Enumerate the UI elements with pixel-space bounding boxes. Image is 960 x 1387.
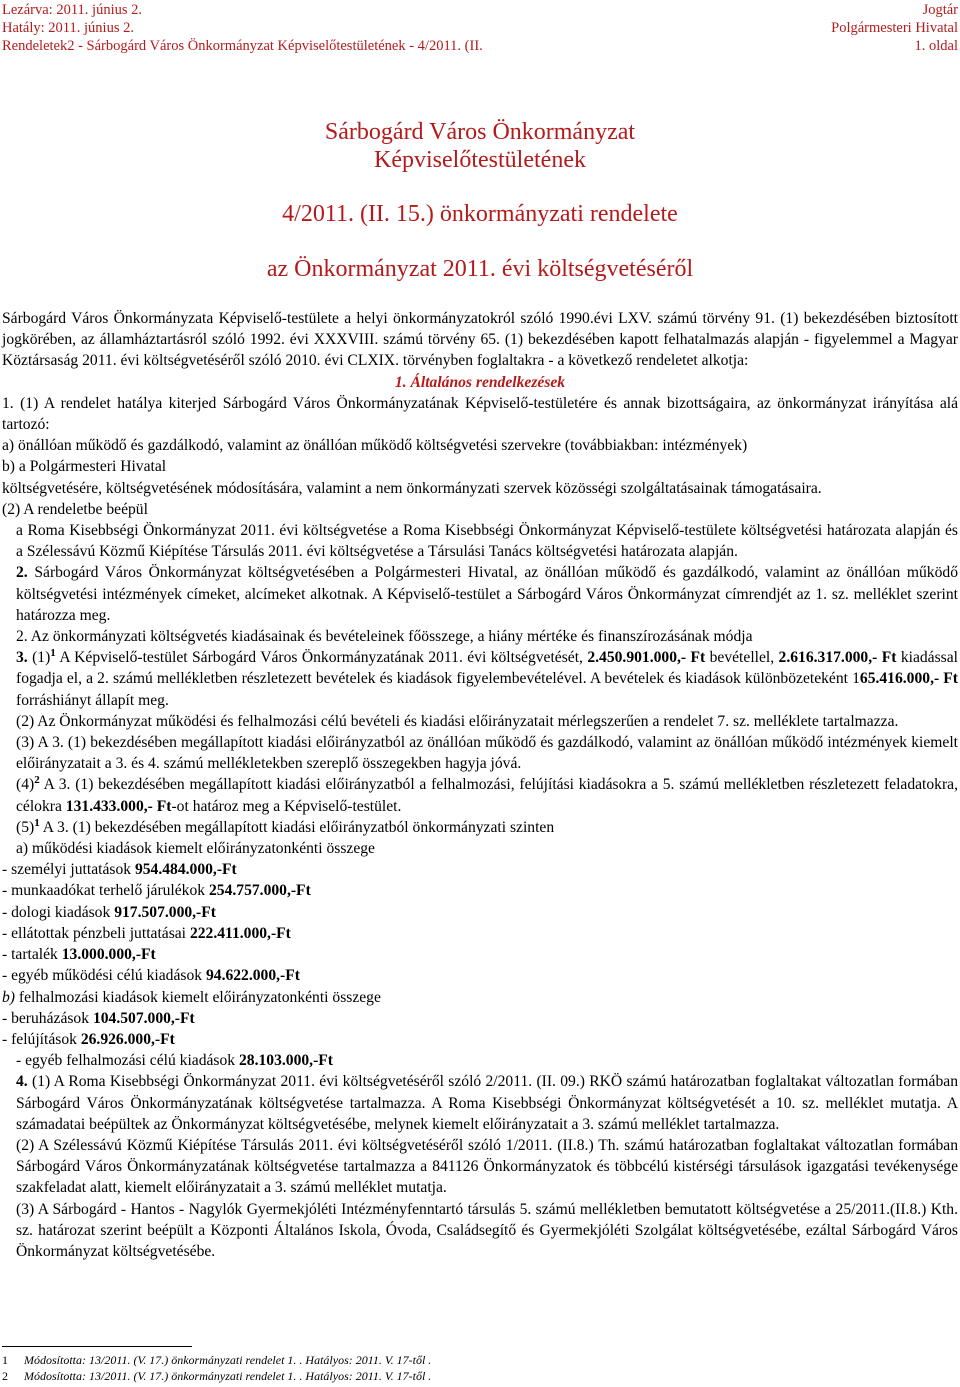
footnote-number: 1	[2, 1353, 8, 1367]
list-item-label: - egyéb működési célú kiadások	[2, 967, 203, 985]
section-3-number: 3.	[16, 649, 28, 667]
footnote-divider	[2, 1346, 192, 1347]
operating-expenses-heading: a) működési kiadások kiemelt előirányzatonkénti összege	[16, 840, 375, 858]
list-item	[2, 1029, 958, 1050]
list-item-value: 104.507.000,-Ft	[92, 1009, 195, 1027]
footnote	[2, 1368, 902, 1384]
preamble: Sárbogárd Város Önkormányzata Képviselő-testülete a helyi önkormányzatokról szóló 1990.évi LXV. számú törvény 91. (1) bekezdésében biztosított jogkörében, az államháztartásról szóló 1992. évi XXXVIII. számú törvény 65. (1) bekezdésében kapott felhatalmazás alapján - figyelemmel a Magyar Köztársaság 2011. évi költségvetéséről szóló 2010. évi CLXIX. törvényben foglaltakra - a következő rendeletet alkotja:	[2, 310, 958, 370]
list-item-label: - tartalék	[2, 946, 58, 964]
list-item-value: 94.622.000,-Ft	[205, 967, 300, 985]
list-item-value: 28.103.000,-Ft	[239, 1052, 333, 1070]
footnote-ref-2: 2	[34, 774, 40, 787]
section-2-para-1: 2. Sárbogárd Város Önkormányzat költségvetésében a Polgármesteri Hivatal, az önállóan működő és gazdálkodó, valamint az önállóan működő költségvetési intézmények címeket, alcímeket alkotnak. A Képviselő-testület a Sárbogárd Város Önkormányzat címrendjét az 1. sz. melléklet szerint határozza meg.	[16, 564, 958, 624]
section-3-para-2: (2) Az Önkormányzat működési és felhalmozási célú bevételi és kiadási előirányzatait mérlegszerűen a rendelet 7. sz. melléklete tartalmazza.	[16, 712, 899, 730]
title-line-3: 4/2011. (II. 15.) önkormányzati rendelete	[282, 201, 678, 227]
list-item	[2, 965, 958, 986]
list-item-label: - személyi juttatások	[2, 861, 132, 879]
section-1-para-2: költségvetésére, költségvetésének módosítására, valamint a nem önkormányzati szervek közösségi szolgáltatásainak támogatásaira.	[2, 479, 822, 497]
footnote-ref-1: 1	[50, 647, 56, 660]
page-header	[0, 0, 960, 56]
section-4-para-3: (3) A Sárbogárd - Hantos - Nagylók Gyermekjóléti Intézményfenntartó társulás 5. számú mellékletben bemutatott költségvetése a 25/2011.(II.8.) Kth. sz. határozat szerint beépült a Központi Általános Iskola, Óvoda, Családsegítő és Gyermekjóléti Szolgálat költségvetésébe, ezáltal Sárbogárd Város Önkormányzat költségvetésébe.	[16, 1200, 958, 1260]
section-3-para-5: $(5)^1$ A 3. (1) bekezdésében megállapított kiadási előirányzatból önkormányzati szinten	[16, 816, 555, 836]
list-item	[2, 880, 958, 901]
header-page-number: 1. oldal	[914, 38, 958, 54]
list-item-value: 26.926.000,-Ft	[80, 1030, 175, 1048]
header-closed-date: Lezárva: 2011. június 2.	[2, 2, 142, 18]
footnotes	[2, 1352, 902, 1384]
footnote-ref-3: 1	[34, 816, 40, 829]
footnote-text: Módosította: 13/2011. (V. 17.) önkormányzati rendelet 1. . Hatályos: 2011. V. 17-től .	[24, 1369, 432, 1383]
list-item	[2, 859, 958, 880]
list-item-value: 222.411.000,-Ft	[189, 924, 291, 942]
section-1-para-4: a Roma Kisebbségi Önkormányzat 2011. évi költségvetése a Roma Kisebbségi Önkormányzat Képviselő-testülete költségvetési határozata alapján és a Szélessávú Közmű Kiépítése Társulás 2011. évi költségvetése a Társulási Tanács költségvetési határozata alapján.	[16, 522, 958, 561]
list-item-label: - ellátottak pénzbeli juttatásai	[2, 924, 187, 942]
list-item-value: 254.757.000,-Ft	[208, 882, 311, 900]
section-1-item-b: b) a Polgármesteri Hivatal	[2, 458, 167, 476]
title-line-2: Képviselőtestületének	[374, 147, 586, 173]
footnote	[2, 1352, 902, 1368]
title-line-1: Sárbogárd Város Önkormányzat	[324, 119, 636, 145]
section-3-para-1: 3. $(1)^1$ A Képviselő-testület Sárbogárd Város Önkormányzatának 2011. évi költségvetését, 2.450.901.000,- Ft bevétellel, 2.616.317.000,- Ft kiadással fogadja el, a 2. számú mellékletben részletezett bevételek és kiadások figyelembevételével. A bevételek és kiadások különbözeteként 165.416.000,- Ft forráshiányt állapít meg.	[16, 647, 958, 709]
deficit-total: 65.416.000,- Ft	[859, 670, 958, 688]
section-1-item-a: a) önállóan működő és gazdálkodó, valamint az önállóan működő költségvetési szervekre (továbbiakban: intézmények)	[2, 437, 748, 455]
list-item-value: 917.507.000,-Ft	[114, 903, 216, 921]
header-document-name: Rendeletek2 - Sárbogárd Város Önkormányzat Képviselőtestületének - 4/2011. (II.	[2, 38, 483, 54]
section-2-heading: 2. Az önkormányzati költségvetés kiadásainak és bevételeinek főösszege, a hiány mértéke és finanszírozásának módja	[16, 628, 753, 646]
header-right	[658, 1, 958, 55]
section-4-para-2: (2) A Szélessávú Közmű Kiépítése Társulás 2011. évi költségvetéséről szóló 1/2011. (II.8.) Th. számú határozatban foglaltakat változatlan formában Sárbogárd Város Önkormányzatának költségvetése tartalmazza a 841126 Önkormányzatok és többcélú kistérségi társulások igazgatási tevékenysége szakfeladat alatt, kiemelt előirányzatait a 3. számú melléklet mutatja.	[16, 1136, 958, 1197]
section-4-number: 4.	[16, 1073, 28, 1091]
section-1-heading: 1. Általános rendelkezések	[394, 373, 566, 391]
list-item-label: - munkaadókat terhelő járulékok	[2, 882, 206, 900]
list-item-value: 13.000.000,-Ft	[61, 946, 156, 964]
section-2-number: 2.	[16, 564, 28, 582]
footnote-text: Módosította: 13/2011. (V. 17.) önkormányzati rendelet 1. . Hatályos: 2011. V. 17-től .	[24, 1353, 432, 1367]
list-item-label: - dologi kiadások	[2, 903, 111, 921]
section-1-para-1: 1. (1) A rendelet hatálya kiterjed Sárbogárd Város Önkormányzatának Képviselő-testületére és annak bizottságaira, az önkormányzat irányítása alá tartozó:	[2, 394, 958, 434]
revenue-total: 2.450.901.000,- Ft	[587, 649, 706, 667]
section-3-para-3: (3) A 3. (1) bekezdésében megállapított kiadási előirányzatból az önállóan működő és gazdálkodó, valamint az önállóan működő intézmények kiemelt előirányzatait a 3. és 4. számú mellékletekben szereplő összegekben hagyja jóvá.	[16, 734, 958, 773]
header-source: Jogtár	[922, 2, 958, 18]
footnote-number: 2	[2, 1369, 8, 1383]
list-item	[2, 944, 958, 965]
header-left	[2, 1, 722, 55]
list-item	[2, 1008, 958, 1029]
capital-expenses-list	[2, 1008, 958, 1072]
list-item	[2, 923, 958, 944]
header-effective-date: Hatály: 2011. június 2.	[2, 20, 134, 36]
list-item-label: - beruházások	[2, 1009, 90, 1027]
expenditure-total: 2.616.317.000,- Ft	[778, 649, 897, 667]
list-item-value: 954.484.000,-Ft	[134, 861, 237, 879]
list-item	[2, 902, 958, 923]
header-office: Polgármesteri Hivatal	[831, 20, 958, 36]
title-line-4: az Önkormányzat 2011. évi költségvetéséről	[266, 256, 694, 282]
list-item-label: - egyéb felhalmozási célú kiadások	[16, 1052, 236, 1070]
capital-expenses-heading: b) felhalmozási kiadások kiemelt előirányzatonkénti összege	[2, 988, 381, 1006]
section-1-para-3: (2) A rendeletbe beépül	[2, 500, 148, 518]
operating-expenses-list	[2, 859, 958, 986]
list-item-label: - felújítások	[2, 1030, 77, 1048]
development-total: 131.433.000,- Ft	[65, 797, 172, 815]
section-4-para-1: 4. (1) A Roma Kisebbségi Önkormányzat 2011. évi költségvetéséről szóló 2/2011. (II. 09.) RKÖ számú határozatban foglaltakat változatlan formában Sárbogárd Város Önkormányzatának költségvetése tartalmazza. A Roma Kisebbségi Önkormányzat költségvetését a 10. sz. melléklet mutatja. A számadatai beépültek az Önkormányzat költségvetésébe, melynek kiemelt előirányzatait a 3. számú melléklet tartalmazza.	[16, 1073, 958, 1133]
section-3-para-4: $(4)^2$ A 3. (1) bekezdésében megállapított kiadási előirányzatból a felhalmozási, felújítási kiadásokra a 5. számú mellékletben részletezett feladatokra, célokra 131.433.000,- Ft-ot határoz meg a Képviselő-testület.	[16, 774, 958, 815]
list-item	[2, 1050, 958, 1071]
document-body	[2, 308, 958, 1262]
